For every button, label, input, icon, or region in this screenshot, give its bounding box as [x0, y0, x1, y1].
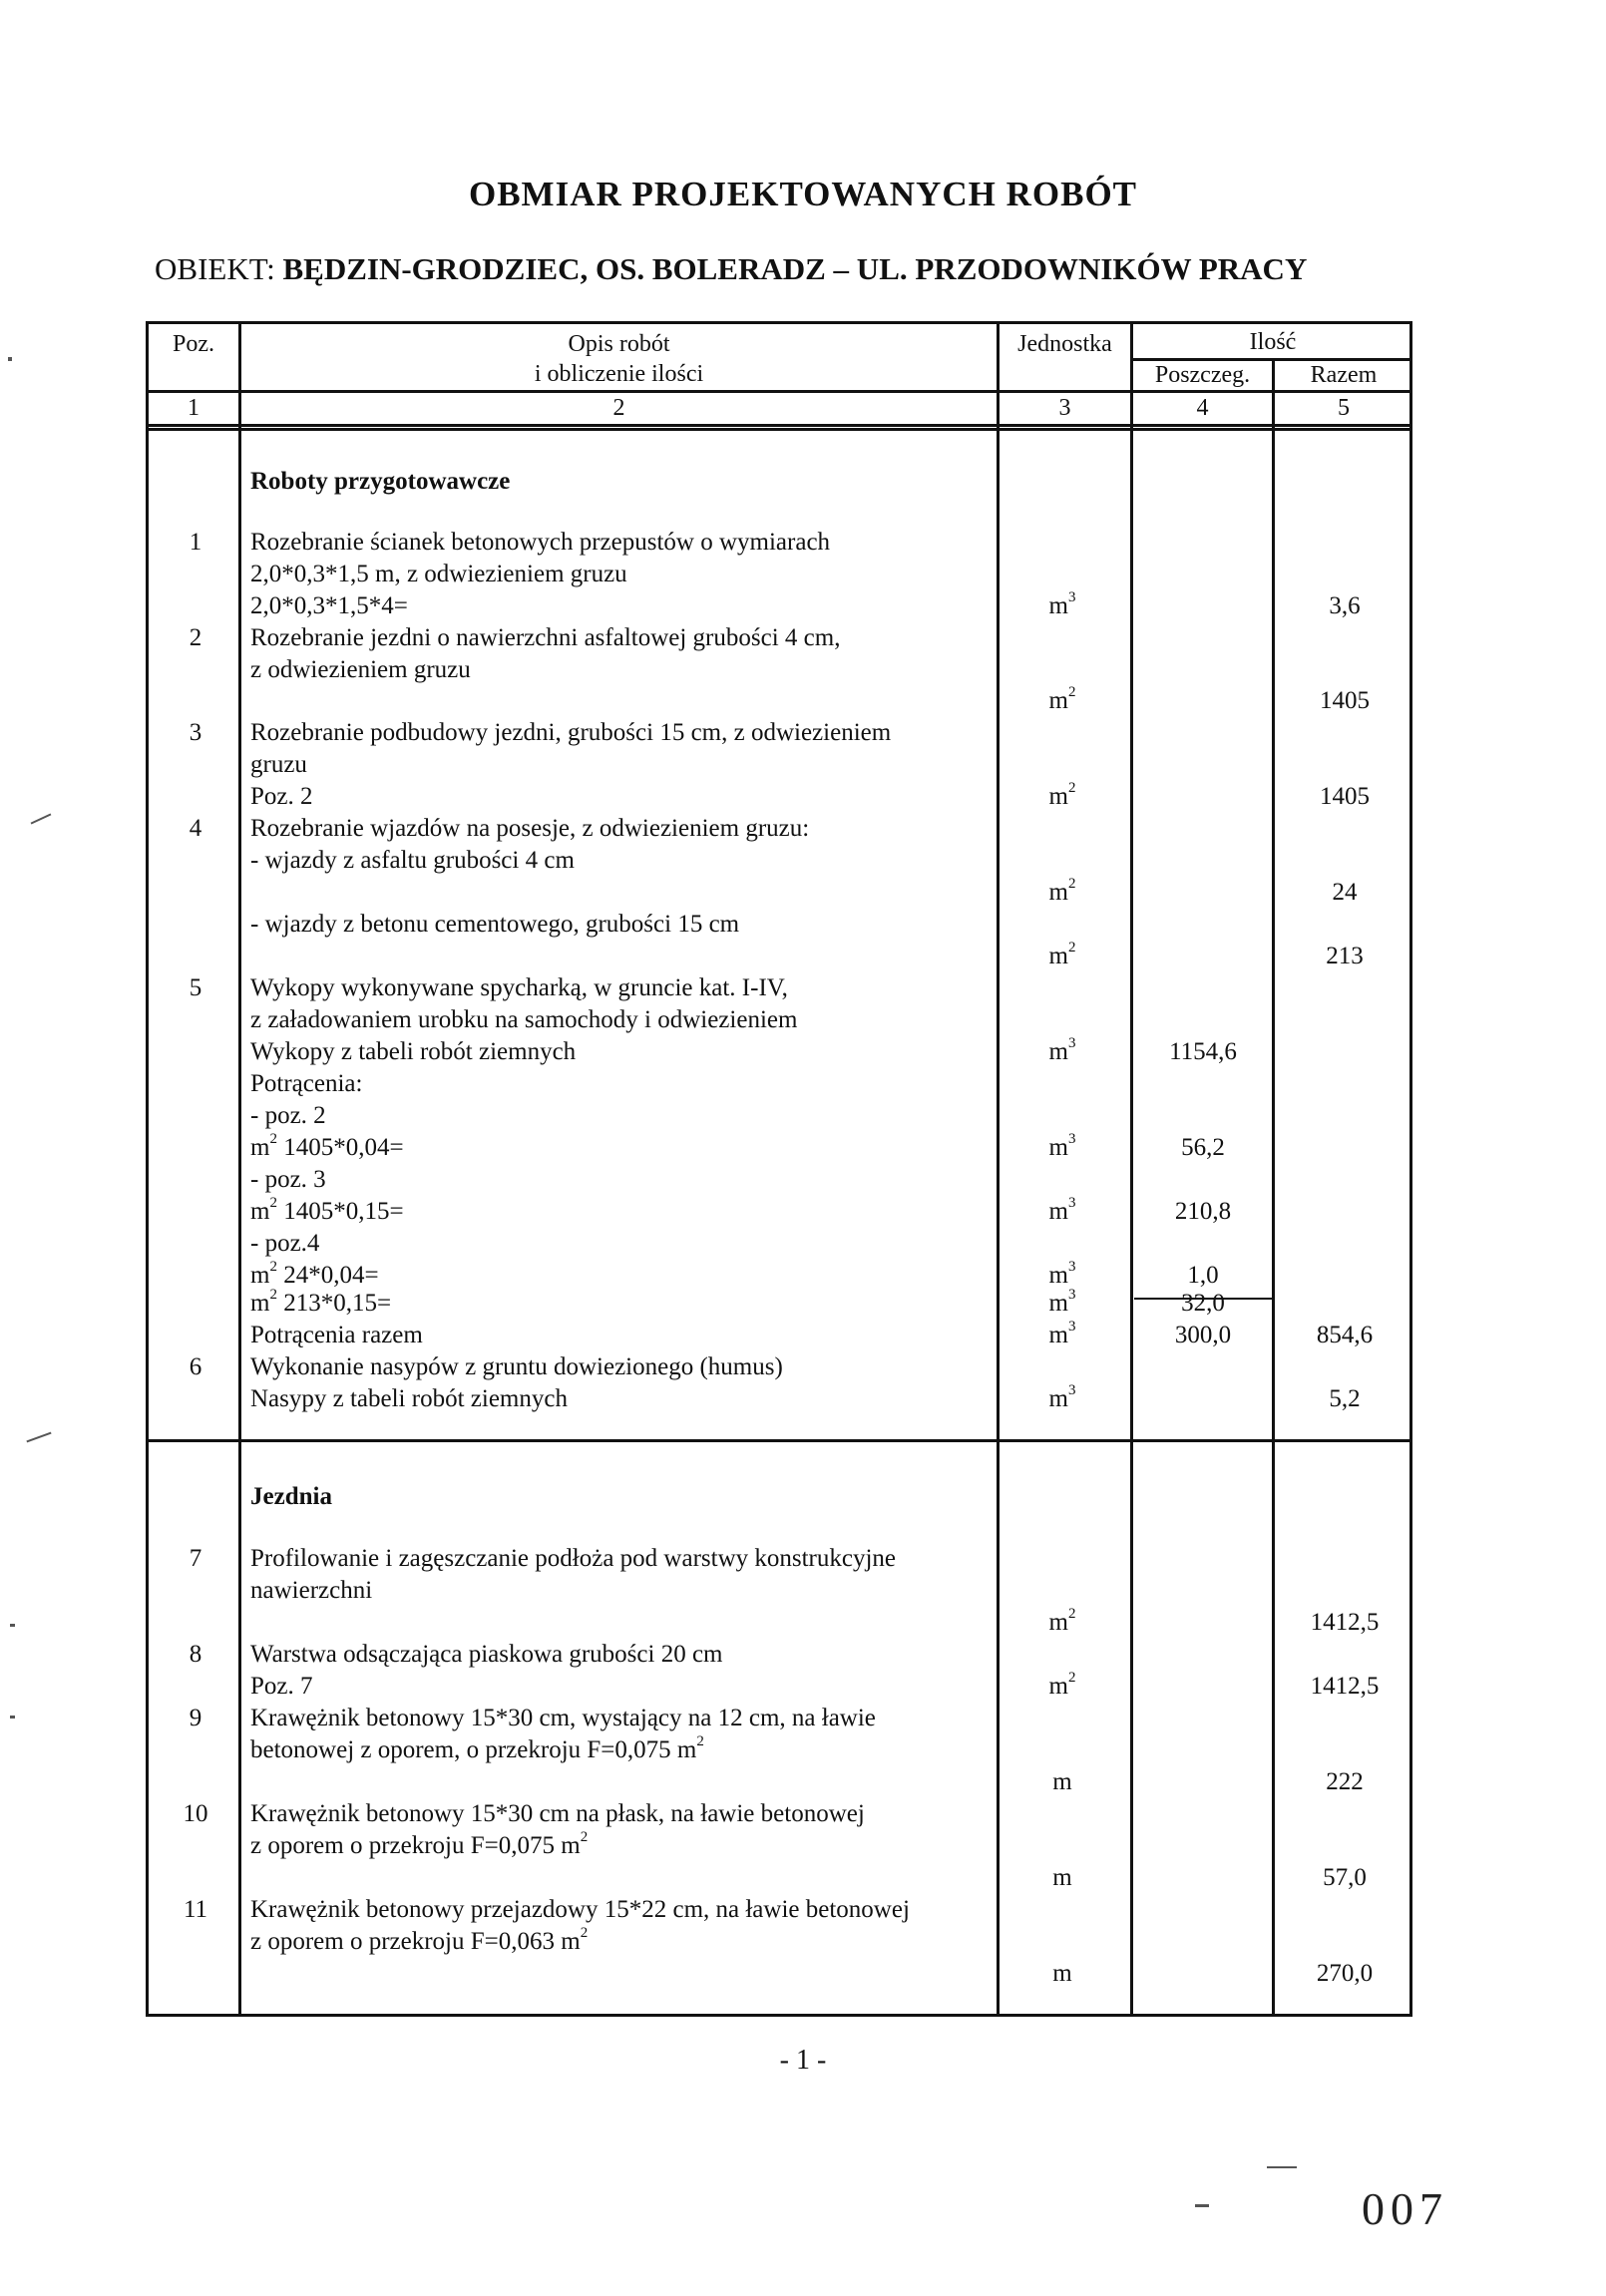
- row-unit: $m^3$: [1048, 588, 1076, 619]
- page-number: - 1 -: [779, 2045, 827, 2076]
- row-unit: $m^3$: [1048, 1194, 1076, 1225]
- row-pos: 5: [189, 974, 202, 1001]
- row-unit: $m^2$: [1048, 1605, 1076, 1636]
- row-poszczeg: 56,2: [1181, 1134, 1225, 1161]
- row-pos: 2: [189, 624, 202, 651]
- row-desc: Wykopy z tabeli robót ziemnych: [250, 1038, 577, 1065]
- col-divider: [1272, 361, 1275, 2014]
- row-unit: m: [1052, 1768, 1072, 1795]
- row-poszczeg: 1,0: [1187, 1262, 1219, 1289]
- row-razem: 270,0: [1316, 1960, 1374, 1987]
- row-desc: Potrącenia razem: [250, 1322, 423, 1348]
- row-poszczeg: 32,0: [1181, 1290, 1225, 1317]
- row-desc: - wjazdy z betonu cementowego, grubości 15 cm: [250, 911, 740, 938]
- row-desc: Krawężnik betonowy przejazdowy 15*22 cm, na ławie betonowej: [250, 1896, 910, 1923]
- row-razem: 3,6: [1329, 592, 1361, 619]
- header-num-1: 1: [188, 395, 200, 421]
- scan-speck: [1195, 2204, 1209, 2207]
- row-unit: m: [1052, 1960, 1072, 1987]
- row-desc: betonowej z oporem, o przekroju F=0,075 $m^2$: [250, 1732, 704, 1763]
- row-desc: Krawężnik betonowy 15*30 cm na płask, na ławie betonowej: [250, 1800, 865, 1827]
- row-desc: Warstwa odsączająca piaskowa grubości 20 cm: [250, 1641, 723, 1668]
- header-num-5: 5: [1338, 395, 1350, 421]
- measurement-table: [146, 321, 1412, 2017]
- row-pos: 10: [183, 1800, 208, 1827]
- row-desc: 2,0*0,3*1,5 m, z odwiezieniem gruzu: [250, 561, 627, 587]
- row-desc: z oporem o przekroju F=0,063 $m^2$: [250, 1924, 589, 1955]
- row-desc: Profilowanie i zagęszczanie podłoża pod warstwy konstrukcyjne: [250, 1545, 897, 1572]
- row-razem: 1405: [1320, 783, 1370, 810]
- header-jednostka: Jednostka: [1017, 331, 1112, 357]
- row-desc: z oporem o przekroju F=0,075 $m^2$: [250, 1828, 589, 1859]
- row-poszczeg: 300,0: [1174, 1322, 1232, 1348]
- row-unit: $m^3$: [1048, 1130, 1076, 1161]
- scan-speck: [10, 1624, 15, 1627]
- row-pos: 4: [189, 815, 202, 842]
- row-razem: 213: [1326, 943, 1364, 969]
- page-stamp: 007: [1362, 2183, 1448, 2234]
- row-unit: $m^2$: [1048, 1669, 1076, 1700]
- row-desc: gruzu: [250, 751, 307, 778]
- scan-speck: [26, 1432, 51, 1443]
- row-unit: $m^3$: [1048, 1318, 1076, 1348]
- header-poz: Poz.: [173, 331, 214, 357]
- col-divider: [997, 324, 1000, 2014]
- row-razem: 24: [1332, 879, 1358, 906]
- row-unit: $m^3$: [1048, 1034, 1076, 1065]
- header-poszczeg: Poszczeg.: [1154, 362, 1251, 388]
- row-pos: 9: [189, 1705, 202, 1731]
- row-razem: 1405: [1320, 687, 1370, 714]
- row-desc: Rozebranie wjazdów na posesje, z odwiezieniem gruzu:: [250, 815, 810, 842]
- row-unit: $m^3$: [1048, 1381, 1076, 1412]
- row-desc: $m^2$ 1405*0,04=: [250, 1130, 404, 1161]
- row-unit: $m^2$: [1048, 779, 1076, 810]
- row-pos: 11: [183, 1896, 208, 1923]
- row-unit: m: [1052, 1864, 1072, 1891]
- row-desc: Potrącenia:: [250, 1070, 363, 1097]
- row-desc: - wjazdy z asfaltu grubości 4 cm: [250, 847, 575, 874]
- row-desc: - poz.4: [250, 1230, 320, 1257]
- row-razem: 5,2: [1329, 1385, 1361, 1412]
- header-ilosc: Ilość: [1249, 329, 1297, 355]
- scan-speck: [10, 1716, 15, 1719]
- row-poszczeg: 1154,6: [1169, 1038, 1237, 1065]
- row-desc: Poz. 7: [250, 1673, 313, 1700]
- row-desc: nawierzchni: [250, 1577, 373, 1604]
- row-desc: $m^2$ 1405*0,15=: [250, 1194, 404, 1225]
- row-desc: 2,0*0,3*1,5*4=: [250, 592, 408, 619]
- row-unit: $m^3$: [1048, 1258, 1076, 1289]
- object-line: [155, 251, 1307, 287]
- row-pos: 8: [189, 1641, 202, 1668]
- row-desc: Krawężnik betonowy 15*30 cm, wystający na 12 cm, na ławie: [250, 1705, 876, 1731]
- row-pos: 7: [189, 1545, 202, 1572]
- row-poszczeg: 210,8: [1174, 1198, 1232, 1225]
- row-razem: 222: [1326, 1768, 1364, 1795]
- header-num-3: 3: [1058, 395, 1071, 421]
- row-desc: Rozebranie ścianek betonowych przepustów o wymiarach: [250, 529, 831, 556]
- header-opis-2: i obliczenie ilości: [534, 361, 704, 387]
- row-unit: $m^2$: [1048, 683, 1076, 714]
- row-unit: $m^2$: [1048, 875, 1076, 906]
- row-divider: [149, 390, 1412, 393]
- row-unit: $m^2$: [1048, 939, 1076, 969]
- col-divider: [1130, 324, 1133, 2014]
- row-desc: Wykonanie nasypów z gruntu dowiezionego (humus): [250, 1353, 783, 1380]
- header-opis-1: Opis robót: [568, 331, 670, 357]
- scan-speck: [31, 813, 52, 824]
- row-desc: z odwiezieniem gruzu: [250, 656, 471, 683]
- row-desc: Rozebranie jezdni o nawierzchni asfaltowej grubości 4 cm,: [250, 624, 841, 651]
- row-pos: 1: [189, 529, 202, 556]
- object-label: OBIEKT:: [155, 251, 275, 286]
- col-divider: [238, 324, 241, 2014]
- row-desc: Wykopy wykonywane spycharką, w gruncie kat. I-IV,: [250, 974, 788, 1001]
- row-desc: Poz. 2: [250, 783, 313, 810]
- row-desc: - poz. 2: [250, 1102, 326, 1129]
- row-desc: z załadowaniem urobku na samochody i odwiezieniem: [250, 1006, 798, 1033]
- row-unit: $m^3$: [1048, 1286, 1076, 1317]
- row-razem: 854,6: [1316, 1322, 1374, 1348]
- scan-speck: [1267, 2166, 1297, 2168]
- row-pos: 3: [189, 719, 202, 746]
- section-title: Roboty przygotowawcze: [250, 468, 511, 495]
- scan-speck: [8, 357, 12, 361]
- section-divider: [149, 1439, 1412, 1442]
- row-divider: [149, 428, 1412, 431]
- row-divider: [149, 424, 1412, 427]
- row-razem: 1412,5: [1310, 1609, 1380, 1636]
- row-desc: $m^2$ 24*0,04=: [250, 1258, 379, 1289]
- row-razem: 57,0: [1323, 1864, 1367, 1891]
- row-desc: $m^2$ 213*0,15=: [250, 1286, 392, 1317]
- section-title: Jezdnia: [250, 1483, 332, 1510]
- header-razem: Razem: [1310, 362, 1378, 388]
- object-value: BĘDZIN-GRODZIEC, OS. BOLERADZ – UL. PRZODOWNIKÓW PRACY: [282, 251, 1308, 286]
- row-desc: - poz. 3: [250, 1166, 326, 1193]
- header-num-2: 2: [612, 395, 625, 421]
- row-pos: 6: [189, 1353, 202, 1380]
- row-desc: Rozebranie podbudowy jezdni, grubości 15 cm, z odwiezieniem: [250, 719, 892, 746]
- row-desc: Nasypy z tabeli robót ziemnych: [250, 1385, 568, 1412]
- row-razem: 1412,5: [1310, 1673, 1380, 1700]
- document-title: OBMIAR PROJEKTOWANYCH ROBÓT: [468, 175, 1138, 213]
- header-num-4: 4: [1196, 395, 1209, 421]
